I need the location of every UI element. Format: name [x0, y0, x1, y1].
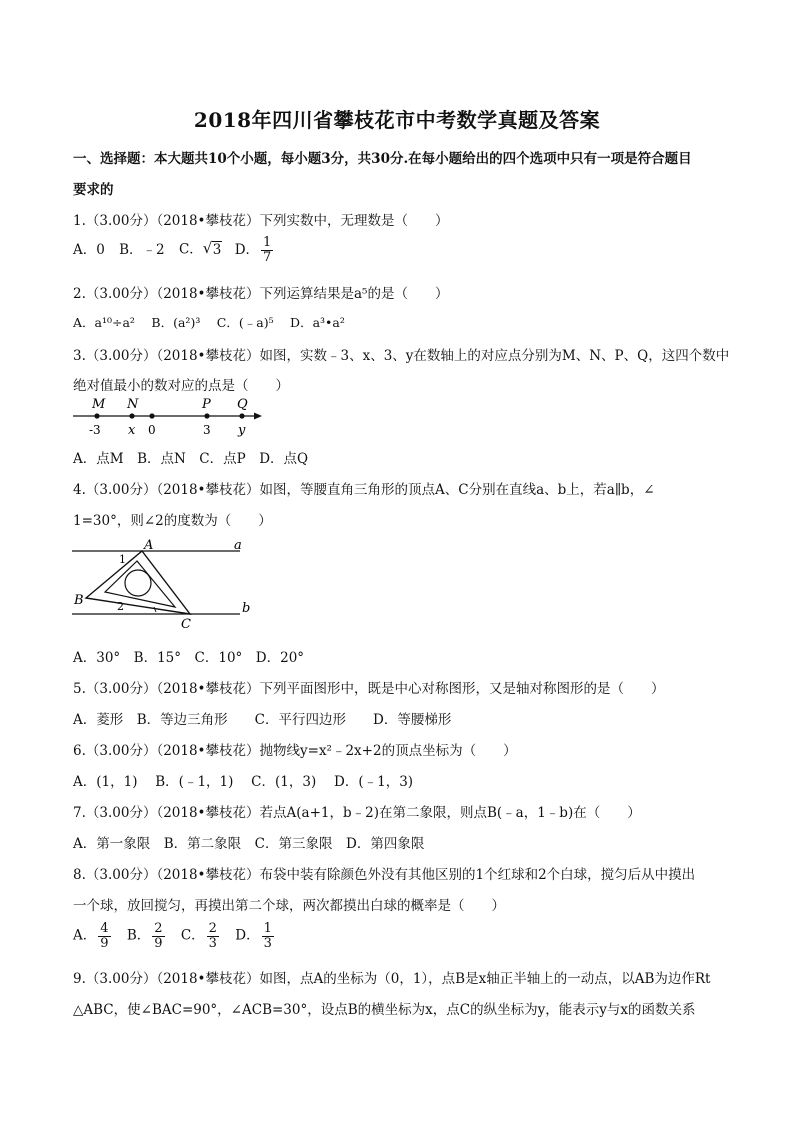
- q1-options: [73, 236, 275, 264]
- label-line-b: b: [242, 601, 251, 616]
- point-n: [129, 413, 134, 418]
- q8-option-b-label: B．: [126, 927, 151, 944]
- q8-c-denominator: 3: [208, 935, 217, 951]
- tick-mark: [154, 607, 156, 612]
- q8-option-c-fraction: [207, 922, 219, 950]
- q2-stem: 2.（3.00分）（2018•攀枝花）下列运算结果是a⁵的是（ ）: [73, 286, 449, 302]
- q8-a-numerator: 4: [100, 921, 109, 936]
- q8-option-c-label: C．: [180, 927, 205, 944]
- q9-stem-line1: 9.（3.00分）（2018•攀枝花）如图，点A的坐标为（0，1），点B是x轴正半轴上的一动点，以AB为边作Rt: [73, 971, 711, 987]
- q8-b-numerator: 2: [154, 921, 163, 936]
- q3-number-line-figure: [70, 394, 270, 440]
- label-three: 3: [203, 423, 211, 437]
- section-heading-line2: 要求的: [73, 182, 114, 198]
- inner-circle: [125, 570, 151, 596]
- point-m: [94, 413, 99, 418]
- q8-d-denominator: 3: [263, 935, 272, 951]
- q1-option-c-sqrt: √ 3: [202, 238, 222, 258]
- point-q: [239, 413, 244, 418]
- q8-option-a-label: A．: [73, 927, 97, 944]
- q8-option-b-fraction: [152, 922, 164, 950]
- q4-triangle-figure: [70, 536, 260, 632]
- q1-option-b: B．﹣2: [119, 241, 165, 258]
- q1-stem: 1.（3.00分）（2018•攀枝花）下列实数中，无理数是（ ）: [73, 213, 449, 229]
- q3-stem-line1: 3.（3.00分）（2018•攀枝花）如图，实数﹣3、x、3、y在数轴上的对应点分别为M、N、P、Q，这四个数中: [73, 348, 730, 364]
- q1-option-d: D．: [234, 241, 260, 258]
- number-line-arrow: [254, 413, 262, 420]
- q7-stem: 7.（3.00分）（2018•攀枝花）若点A(a+1，b﹣2)在第二象限，则点B(﹣a，1﹣b)在（ ）: [73, 805, 641, 821]
- q8-option-d-label: D．: [235, 927, 260, 944]
- outer-triangle: [86, 551, 190, 614]
- q4-stem-line2: 1=30°，则∠2的度数为（ ）: [73, 513, 272, 529]
- label-angle-1: 1: [119, 553, 126, 566]
- label-x: x: [128, 423, 136, 438]
- label-vertex-c: C: [181, 617, 191, 632]
- q9-stem-line2: △ABC，使∠BAC=90°，∠ACB=30°，设点B的横坐标为x，点C的纵坐标为y，能表示y与x的函数关系: [73, 1002, 696, 1018]
- label-m: M: [92, 397, 106, 412]
- q8-c-numerator: 2: [208, 921, 217, 936]
- label-p: P: [202, 397, 211, 412]
- q1-d-numerator: 1: [263, 235, 272, 250]
- q4-stem-line1: 4.（3.00分）（2018•攀枝花）如图，等腰直角三角形的顶点A、C分别在直线a、b上，若a∥b，∠: [73, 482, 655, 498]
- q8-stem-line2: 一个球，放回搅匀，再摸出第二个球，两次都摸出白球的概率是（ ）: [73, 898, 505, 914]
- q1-option-d-fraction: [261, 236, 273, 264]
- q6-options: A．(1，1) B．(﹣1，1) C．(1，3) D．(﹣1，3): [73, 774, 414, 790]
- q8-a-denominator: 9: [100, 935, 109, 951]
- point-zero: [149, 413, 154, 418]
- q3-stem-line2: 绝对值最小的数对应的点是（ ）: [73, 378, 289, 394]
- label-neg-three: -3: [89, 423, 101, 437]
- q5-options: A．菱形 B．等边三角形 C．平行四边形 D．等腰梯形: [73, 712, 452, 728]
- label-n: N: [127, 397, 139, 412]
- q1-option-c-radicand: 3: [212, 241, 222, 258]
- label-q: Q: [237, 397, 248, 412]
- q8-d-numerator: 1: [263, 921, 272, 936]
- q2-options: A．a¹⁰÷a² B．(a²)³ C．(﹣a)⁵ D．a³•a²: [73, 315, 345, 330]
- label-y: y: [238, 423, 246, 438]
- q8-option-a-fraction: [98, 922, 110, 950]
- page-title: 2018年四川省攀枝花市中考数学真题及答案: [193, 108, 601, 132]
- q7-options: A．第一象限 B．第二象限 C．第三象限 D．第四象限: [73, 836, 425, 852]
- section-heading-line1: 一、选择题：本大题共10个小题，每小题3分，共30分.在每小题给出的四个选项中只有一项是符合题目: [73, 151, 692, 167]
- q5-stem: 5.（3.00分）（2018•攀枝花）下列平面图形中，既是中心对称图形，又是轴对称图形的是（ ）: [73, 681, 665, 697]
- q4-options: A．30° B．15° C．10° D．20°: [73, 650, 305, 666]
- q6-stem: 6.（3.00分）（2018•攀枝花）抛物线y=x²﹣2x+2的顶点坐标为（ ）: [73, 743, 517, 759]
- q1-d-denominator: 7: [263, 249, 272, 265]
- q8-stem-line1: 8.（3.00分）（2018•攀枝花）布袋中装有除颜色外没有其他区别的1个红球和2个白球，搅匀后从中摸出: [73, 867, 696, 883]
- q1-option-a: A．0: [73, 241, 105, 258]
- q3-options: A．点M B．点N C．点P D．点Q: [73, 451, 309, 467]
- q8-option-d-fraction: [262, 922, 274, 950]
- label-angle-2: 2: [117, 600, 124, 613]
- point-p: [204, 413, 209, 418]
- q1-option-c: C．: [178, 241, 203, 258]
- label-vertex-b: B: [74, 593, 84, 608]
- label-line-a: a: [234, 538, 242, 553]
- label-vertex-a: A: [144, 538, 154, 553]
- inner-triangle: [105, 561, 175, 607]
- q8-options: [73, 922, 276, 950]
- q8-b-denominator: 9: [154, 935, 163, 951]
- label-zero: 0: [148, 423, 156, 437]
